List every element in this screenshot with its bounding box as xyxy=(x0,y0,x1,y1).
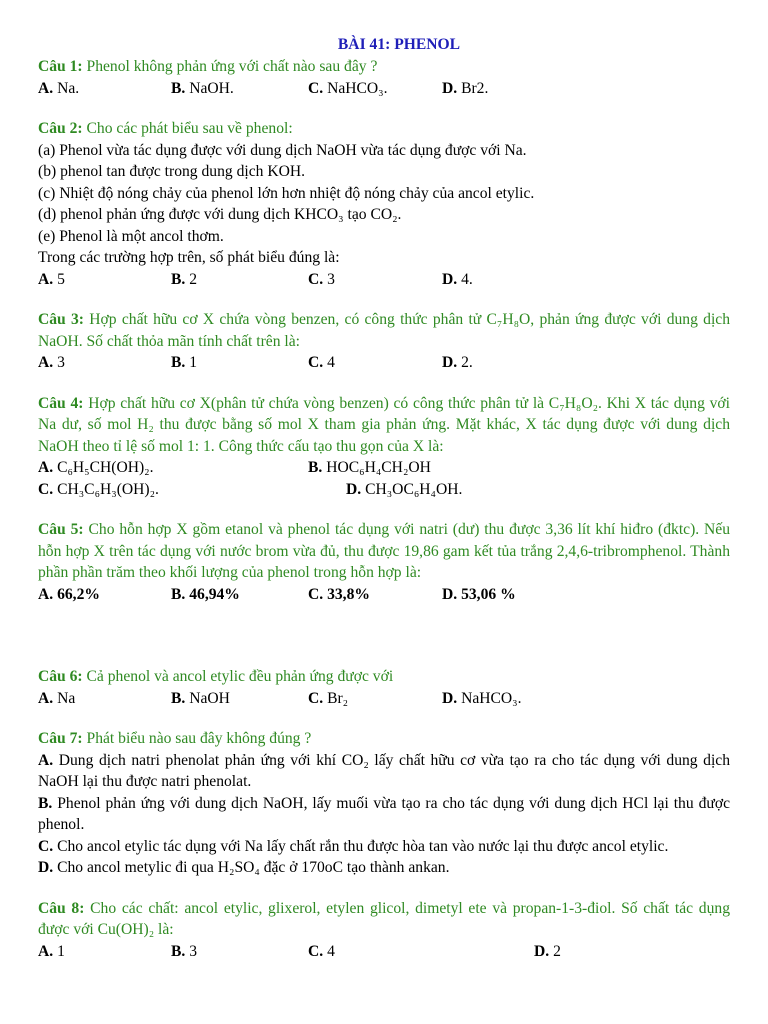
option-d[interactable]: D. CH₃OC₆H₄OH. xyxy=(346,480,463,498)
question-7 xyxy=(38,728,730,879)
question-label: Câu 4: xyxy=(38,394,84,412)
option-c[interactable]: C. Br₂ xyxy=(308,689,349,707)
question-stem xyxy=(38,309,730,352)
option-c[interactable]: C. Cho ancol etylic tác dụng với Na lấy chất rắn thu được hòa tan vào nước lại thu được ancol etylic. xyxy=(38,837,669,855)
question-5 xyxy=(38,519,730,605)
option-c[interactable]: C. 4 xyxy=(308,354,335,371)
answer-options xyxy=(38,941,730,963)
page-title: BÀI 41: PHENOL xyxy=(337,36,461,53)
question-stem xyxy=(38,118,730,140)
statement-b: (b) phenol tan được trong dung dịch KOH. xyxy=(38,163,306,180)
option-b[interactable]: B. 3 xyxy=(171,942,198,960)
option-b[interactable]: B. 1 xyxy=(171,354,198,371)
answer-options xyxy=(38,479,730,501)
option-c[interactable]: C. 3 xyxy=(308,270,335,288)
question-text: Cho các chất: ancol etylic, glixerol, etylen glicol, dimetyl ete và propan-1-3-điol. Số chất tác dụng được với Cu(OH)₂ là: xyxy=(38,899,730,938)
question-label: Câu 8: xyxy=(38,899,85,917)
statement-a: (a) Phenol vừa tác dụng được với dung dịch NaOH vừa tác dụng được với Na. xyxy=(38,141,527,159)
question-label: Câu 6: xyxy=(38,668,83,685)
option-a[interactable]: A. Na xyxy=(38,689,76,707)
question-stem xyxy=(38,56,730,78)
option-b[interactable]: B. NaOH xyxy=(171,689,230,707)
option-a[interactable]: A. 66,2% xyxy=(38,585,100,603)
option-b[interactable]: B. NaOH. xyxy=(171,79,234,97)
option-d[interactable]: D. Br2. xyxy=(442,79,489,97)
question-4 xyxy=(38,393,730,501)
question-stem xyxy=(38,728,730,750)
question-text: Cả phenol và ancol etylic đều phản ứng được với xyxy=(86,668,394,685)
option-b[interactable]: B. 46,94% xyxy=(171,585,240,603)
question-label: Câu 2: xyxy=(38,120,83,137)
question-text: Hợp chất hữu cơ X chứa vòng benzen, có công thức phân tử C₇H₈O, phản ứng được với dung dịch NaOH. Số chất thỏa mãn tính chất trên là: xyxy=(38,311,730,350)
answer-options xyxy=(38,688,730,710)
answer-options xyxy=(38,584,730,606)
question-label: Câu 3: xyxy=(38,311,84,328)
question-label: Câu 7: xyxy=(38,730,83,747)
answer-options xyxy=(38,78,730,100)
statement-d: (d) phenol phản ứng được với dung dịch KHCO₃ tạo CO₂. xyxy=(38,206,402,223)
question-label: Câu 5: xyxy=(38,521,84,538)
question-stem xyxy=(38,393,730,458)
question-text: Phenol không phản ứng với chất nào sau đây ? xyxy=(86,58,378,75)
question-2 xyxy=(38,118,730,290)
option-d[interactable]: D. NaHCO₃. xyxy=(442,689,522,707)
question-text: Cho các phát biểu sau về phenol: xyxy=(86,120,293,137)
option-b[interactable]: B. Phenol phản ứng với dung dịch NaOH, lấy muối vừa tạo ra cho tác dụng với dung dịch HCl lại thu được phenol. xyxy=(38,794,730,833)
option-b[interactable]: B. 2 xyxy=(171,270,198,288)
question-prompt: Trong các trường hợp trên, số phát biểu đúng là: xyxy=(38,249,340,266)
option-a[interactable]: A. Na. xyxy=(38,79,80,97)
question-8 xyxy=(38,898,730,963)
option-d[interactable]: D. 53,06 % xyxy=(442,585,516,603)
question-text: Phát biểu nào sau đây không đúng ? xyxy=(86,730,312,747)
option-a[interactable]: A. Dung dịch natri phenolat phản ứng với khí CO₂ lấy chất hữu cơ vừa tạo ra cho tác dụng với dung dịch NaOH lại thu được natri phenolat. xyxy=(38,751,730,790)
question-text: Hợp chất hữu cơ X(phân tử chứa vòng benzen) có công thức phân tử là C₇H₈O₂. Khi X tác dụng với Na dư, số mol H₂ thu được bằng số mol X tham gia phản ứng. Mặt khác, X tác dụng được với dung dịch NaOH theo tỉ lệ số mol 1: 1. Công thức cấu tạo thu gọn của X là: xyxy=(38,394,731,455)
question-6 xyxy=(38,666,730,709)
option-a[interactable]: A. C₆H₅CH(OH)₂. xyxy=(38,459,154,476)
option-c[interactable]: C. 33,8% xyxy=(308,585,370,603)
option-c[interactable]: C. 4 xyxy=(308,942,335,960)
option-d[interactable]: D. Cho ancol metylic đi qua H₂SO₄ đặc ở 170oC tạo thành ankan. xyxy=(38,859,450,876)
question-3 xyxy=(38,309,730,374)
question-stem xyxy=(38,519,730,584)
worksheet-page xyxy=(38,34,730,962)
question-text: Cho hỗn hợp X gồm etanol và phenol tác dụng với natri (dư) thu được 3,36 lít khí hiđro (đktc). Nếu hỗn hợp X trên tác dụng với nước brom vừa đủ, thu được 19,86 gam kết tủa trắng 2,4,6-tribromphenol. Thành phần phần trăm theo khối lượng của phenol trong hỗn hợp là: xyxy=(38,521,731,581)
answer-options xyxy=(38,457,730,479)
option-b[interactable]: B. HOC₆H₄CH₂OH xyxy=(308,459,431,476)
option-a[interactable]: A. 1 xyxy=(38,942,65,960)
option-a[interactable]: A. 3 xyxy=(38,354,65,371)
option-a[interactable]: A. 5 xyxy=(38,270,65,288)
question-label: Câu 1: xyxy=(38,58,83,75)
option-d[interactable]: D. 4. xyxy=(442,270,473,288)
option-c[interactable]: C. CH₃C₆H₃(OH)₂. xyxy=(38,480,159,498)
question-stem xyxy=(38,898,730,941)
option-d[interactable]: D. 2. xyxy=(442,354,473,371)
question-stem xyxy=(38,666,730,688)
question-1 xyxy=(38,56,730,99)
answer-options xyxy=(38,269,730,291)
answer-options xyxy=(38,352,730,374)
statement-e: (e) Phenol là một ancol thơm. xyxy=(38,227,224,245)
option-c[interactable]: C. NaHCO₃. xyxy=(308,79,388,97)
option-d[interactable]: D. 2 xyxy=(534,942,561,960)
statement-c: (c) Nhiệt độ nóng chảy của phenol lớn hơn nhiệt độ nóng chảy của ancol etylic. xyxy=(38,184,535,202)
